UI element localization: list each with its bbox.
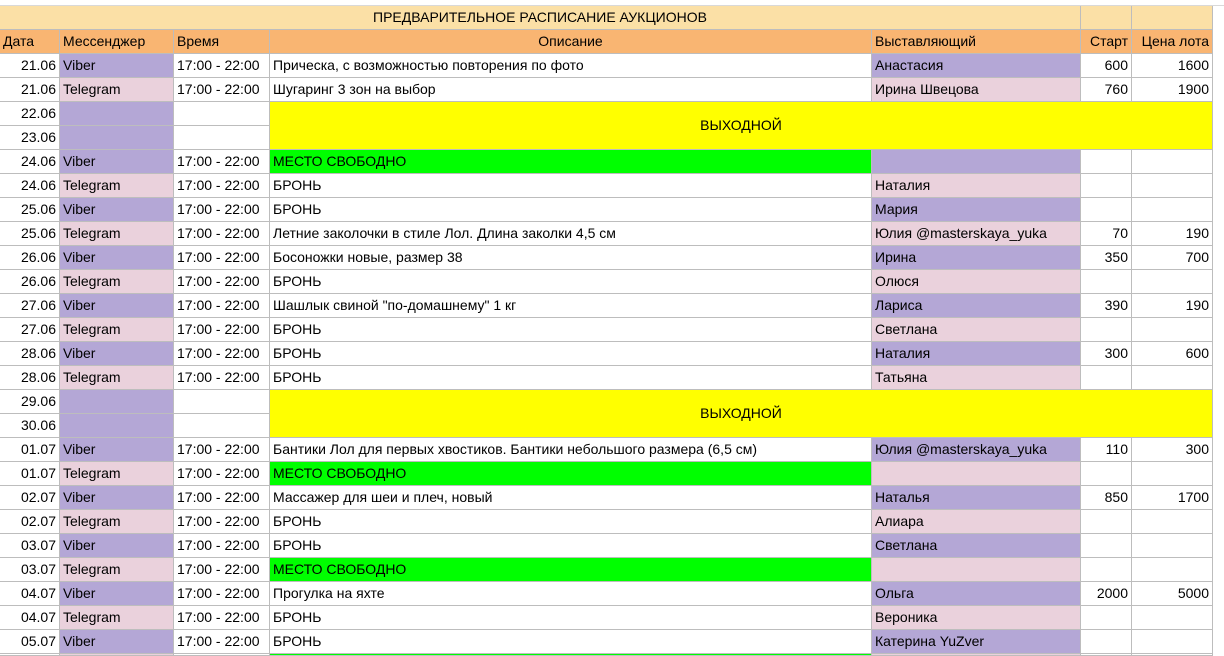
start-price-cell[interactable]: 2000 <box>1081 582 1132 606</box>
time-cell[interactable]: 17:00 - 22:00 <box>174 270 270 294</box>
seller-cell[interactable]: Юлия @masterskaya_yuka <box>872 222 1081 246</box>
date-cell[interactable]: 22.06 <box>0 102 60 126</box>
start-price-cell[interactable]: 350 <box>1081 246 1132 270</box>
header-person[interactable]: Выставляющий <box>872 30 1081 54</box>
messenger-cell[interactable] <box>60 102 174 126</box>
description-cell[interactable]: Массажер для шеи и плеч, новый <box>270 486 872 510</box>
start-price-cell[interactable] <box>1081 630 1132 654</box>
start-price-cell[interactable] <box>1081 558 1132 582</box>
lot-price-cell[interactable] <box>1132 174 1213 198</box>
start-price-cell[interactable]: 600 <box>1081 54 1132 78</box>
description-cell[interactable]: БРОНЬ <box>270 606 872 630</box>
start-price-cell[interactable] <box>1081 534 1132 558</box>
messenger-cell[interactable]: Telegram <box>60 174 174 198</box>
seller-cell[interactable] <box>872 150 1081 174</box>
date-cell[interactable]: 24.06 <box>0 174 60 198</box>
description-cell[interactable]: Босоножки новые, размер 38 <box>270 246 872 270</box>
lot-price-cell[interactable]: 300 <box>1132 438 1213 462</box>
seller-cell[interactable]: Светлана <box>872 534 1081 558</box>
date-cell[interactable]: 21.06 <box>0 78 60 102</box>
time-cell[interactable]: 17:00 - 22:00 <box>174 366 270 390</box>
messenger-cell[interactable]: Telegram <box>60 222 174 246</box>
lot-price-cell[interactable]: 1600 <box>1132 54 1213 78</box>
time-cell[interactable] <box>174 414 270 438</box>
messenger-cell[interactable]: Viber <box>60 630 174 654</box>
title-extra-cell[interactable] <box>1081 6 1132 30</box>
start-price-cell[interactable]: 760 <box>1081 78 1132 102</box>
date-cell[interactable]: 25.06 <box>0 198 60 222</box>
start-price-cell[interactable] <box>1081 606 1132 630</box>
date-cell[interactable]: 03.07 <box>0 558 60 582</box>
messenger-cell[interactable]: Viber <box>60 294 174 318</box>
start-price-cell[interactable]: 390 <box>1081 294 1132 318</box>
seller-cell[interactable] <box>872 558 1081 582</box>
time-cell[interactable]: 17:00 - 22:00 <box>174 630 270 654</box>
lot-price-cell[interactable] <box>1132 462 1213 486</box>
time-cell[interactable]: 17:00 - 22:00 <box>174 510 270 534</box>
start-price-cell[interactable] <box>1081 510 1132 534</box>
date-cell[interactable]: 01.07 <box>0 462 60 486</box>
lot-price-cell[interactable] <box>1132 150 1213 174</box>
header-date[interactable]: Дата <box>0 30 60 54</box>
seller-cell[interactable]: Юлия @masterskaya_yuka <box>872 438 1081 462</box>
seller-cell[interactable]: Светлана <box>872 318 1081 342</box>
start-price-cell[interactable] <box>1081 270 1132 294</box>
messenger-cell[interactable]: Telegram <box>60 318 174 342</box>
date-cell[interactable]: 05.07 <box>0 630 60 654</box>
time-cell[interactable]: 17:00 - 22:00 <box>174 246 270 270</box>
messenger-cell[interactable]: Viber <box>60 342 174 366</box>
time-cell[interactable] <box>174 102 270 126</box>
messenger-cell[interactable]: Telegram <box>60 366 174 390</box>
time-cell[interactable]: 17:00 - 22:00 <box>174 198 270 222</box>
description-cell[interactable]: БРОНЬ <box>270 318 872 342</box>
time-cell[interactable]: 17:00 - 22:00 <box>174 606 270 630</box>
messenger-cell[interactable]: Viber <box>60 150 174 174</box>
messenger-cell[interactable] <box>60 390 174 414</box>
time-cell[interactable]: 17:00 - 22:00 <box>174 150 270 174</box>
time-cell[interactable] <box>174 126 270 150</box>
date-cell[interactable]: 25.06 <box>0 222 60 246</box>
time-cell[interactable]: 17:00 - 22:00 <box>174 54 270 78</box>
time-cell[interactable]: 17:00 - 22:00 <box>174 318 270 342</box>
date-cell[interactable]: 04.07 <box>0 582 60 606</box>
description-cell[interactable]: БРОНЬ <box>270 270 872 294</box>
description-cell[interactable]: Летние заколочки в стиле Лол. Длина заколки 4,5 см <box>270 222 872 246</box>
start-price-cell[interactable] <box>1081 150 1132 174</box>
messenger-cell[interactable]: Telegram <box>60 78 174 102</box>
date-cell[interactable]: 28.06 <box>0 342 60 366</box>
header-price[interactable]: Цена лота <box>1132 30 1213 54</box>
messenger-cell[interactable]: Telegram <box>60 510 174 534</box>
weekend-label[interactable]: ВЫХОДНОЙ <box>270 390 1213 438</box>
lot-price-cell[interactable] <box>1132 198 1213 222</box>
lot-price-cell[interactable]: 600 <box>1132 342 1213 366</box>
messenger-cell[interactable]: Viber <box>60 486 174 510</box>
lot-price-cell[interactable] <box>1132 510 1213 534</box>
lot-price-cell[interactable] <box>1132 366 1213 390</box>
description-cell[interactable]: МЕСТО СВОБОДНО <box>270 462 872 486</box>
lot-price-cell[interactable]: 1900 <box>1132 78 1213 102</box>
date-cell[interactable]: 30.06 <box>0 414 60 438</box>
date-cell[interactable]: 27.06 <box>0 294 60 318</box>
description-cell[interactable]: БРОНЬ <box>270 198 872 222</box>
top-grid-strip <box>0 0 1224 6</box>
seller-cell[interactable]: Олюся <box>872 270 1081 294</box>
header-time[interactable]: Время <box>174 30 270 54</box>
lot-price-cell[interactable]: 190 <box>1132 222 1213 246</box>
seller-cell[interactable]: Мария <box>872 198 1081 222</box>
time-cell[interactable]: 17:00 - 22:00 <box>174 222 270 246</box>
seller-cell[interactable]: Наталия <box>872 174 1081 198</box>
date-cell[interactable]: 21.06 <box>0 54 60 78</box>
description-cell[interactable]: Прическа, с возможностью повторения по фото <box>270 54 872 78</box>
time-cell[interactable]: 17:00 - 22:00 <box>174 558 270 582</box>
weekend-label[interactable]: ВЫХОДНОЙ <box>270 102 1213 150</box>
lot-price-cell[interactable] <box>1132 534 1213 558</box>
seller-cell[interactable]: Наталия <box>872 342 1081 366</box>
date-cell[interactable]: 26.06 <box>0 246 60 270</box>
messenger-cell[interactable]: Telegram <box>60 462 174 486</box>
messenger-cell[interactable]: Viber <box>60 246 174 270</box>
date-cell[interactable]: 27.06 <box>0 318 60 342</box>
seller-cell[interactable]: Ольга <box>872 582 1081 606</box>
start-price-cell[interactable]: 110 <box>1081 438 1132 462</box>
description-cell[interactable]: БРОНЬ <box>270 342 872 366</box>
seller-cell[interactable]: Ирина <box>872 246 1081 270</box>
description-cell[interactable]: БРОНЬ <box>270 366 872 390</box>
date-cell[interactable]: 02.07 <box>0 486 60 510</box>
seller-cell[interactable]: Татьяна <box>872 366 1081 390</box>
messenger-cell[interactable]: Viber <box>60 534 174 558</box>
header-start[interactable]: Старт <box>1081 30 1132 54</box>
lot-price-cell[interactable]: 700 <box>1132 246 1213 270</box>
time-cell[interactable]: 17:00 - 22:00 <box>174 486 270 510</box>
seller-cell[interactable]: Катерина YuZver <box>872 630 1081 654</box>
header-desc[interactable]: Описание <box>270 30 872 54</box>
messenger-cell[interactable] <box>60 126 174 150</box>
seller-cell[interactable]: Наталья <box>872 486 1081 510</box>
messenger-cell[interactable]: Viber <box>60 438 174 462</box>
seller-cell[interactable]: Лариса <box>872 294 1081 318</box>
lot-price-cell[interactable] <box>1132 558 1213 582</box>
description-cell[interactable]: Шугаринг 3 зон на выбор <box>270 78 872 102</box>
description-cell[interactable]: МЕСТО СВОБОДНО <box>270 558 872 582</box>
seller-cell[interactable]: Ирина Швецова <box>872 78 1081 102</box>
lot-price-cell[interactable]: 5000 <box>1132 582 1213 606</box>
date-cell[interactable]: 29.06 <box>0 390 60 414</box>
time-cell[interactable]: 17:00 - 22:00 <box>174 294 270 318</box>
description-cell[interactable]: Шашлык свиной "по-домашнему" 1 кг <box>270 294 872 318</box>
date-cell[interactable]: 23.06 <box>0 126 60 150</box>
start-price-cell[interactable] <box>1081 462 1132 486</box>
messenger-cell[interactable]: Viber <box>60 198 174 222</box>
description-cell[interactable]: Прогулка на яхте <box>270 582 872 606</box>
seller-cell[interactable]: Вероника <box>872 606 1081 630</box>
lot-price-cell[interactable] <box>1132 630 1213 654</box>
start-price-cell[interactable] <box>1081 198 1132 222</box>
title-extra-cell[interactable] <box>1132 6 1213 30</box>
description-cell[interactable]: БРОНЬ <box>270 630 872 654</box>
messenger-cell[interactable]: Telegram <box>60 558 174 582</box>
lot-price-cell[interactable] <box>1132 318 1213 342</box>
lot-price-cell[interactable] <box>1132 270 1213 294</box>
start-price-cell[interactable]: 70 <box>1081 222 1132 246</box>
time-cell[interactable]: 17:00 - 22:00 <box>174 438 270 462</box>
date-cell[interactable]: 24.06 <box>0 150 60 174</box>
description-cell[interactable]: Бантики Лол для первых хвостиков. Бантики небольшого размера (6,5 см) <box>270 438 872 462</box>
time-cell[interactable]: 17:00 - 22:00 <box>174 582 270 606</box>
time-cell[interactable]: 17:00 - 22:00 <box>174 534 270 558</box>
date-cell[interactable]: 28.06 <box>0 366 60 390</box>
messenger-cell[interactable]: Telegram <box>60 270 174 294</box>
messenger-cell[interactable]: Viber <box>60 54 174 78</box>
seller-cell[interactable]: Алиара <box>872 510 1081 534</box>
start-price-cell[interactable] <box>1081 366 1132 390</box>
sheet-title[interactable]: ПРЕДВАРИТЕЛЬНОЕ РАСПИСАНИЕ АУКЦИОНОВ <box>0 6 1081 30</box>
messenger-cell[interactable]: Telegram <box>60 606 174 630</box>
time-cell[interactable] <box>174 390 270 414</box>
date-cell[interactable]: 02.07 <box>0 510 60 534</box>
description-cell[interactable]: БРОНЬ <box>270 534 872 558</box>
lot-price-cell[interactable]: 190 <box>1132 294 1213 318</box>
description-cell[interactable]: МЕСТО СВОБОДНО <box>270 150 872 174</box>
description-cell[interactable]: БРОНЬ <box>270 510 872 534</box>
header-messenger[interactable]: Мессенджер <box>60 30 174 54</box>
date-cell[interactable]: 04.07 <box>0 606 60 630</box>
start-price-cell[interactable] <box>1081 318 1132 342</box>
start-price-cell[interactable] <box>1081 174 1132 198</box>
start-price-cell[interactable]: 300 <box>1081 342 1132 366</box>
time-cell[interactable]: 17:00 - 22:00 <box>174 462 270 486</box>
messenger-cell[interactable] <box>60 414 174 438</box>
date-cell[interactable]: 26.06 <box>0 270 60 294</box>
date-cell[interactable]: 03.07 <box>0 534 60 558</box>
seller-cell[interactable]: Анастасия <box>872 54 1081 78</box>
start-price-cell[interactable]: 850 <box>1081 486 1132 510</box>
messenger-cell[interactable]: Viber <box>60 582 174 606</box>
lot-price-cell[interactable]: 1700 <box>1132 486 1213 510</box>
time-cell[interactable]: 17:00 - 22:00 <box>174 78 270 102</box>
lot-price-cell[interactable] <box>1132 606 1213 630</box>
time-cell[interactable]: 17:00 - 22:00 <box>174 342 270 366</box>
seller-cell[interactable] <box>872 462 1081 486</box>
description-cell[interactable]: БРОНЬ <box>270 174 872 198</box>
date-cell[interactable]: 01.07 <box>0 438 60 462</box>
time-cell[interactable]: 17:00 - 22:00 <box>174 174 270 198</box>
